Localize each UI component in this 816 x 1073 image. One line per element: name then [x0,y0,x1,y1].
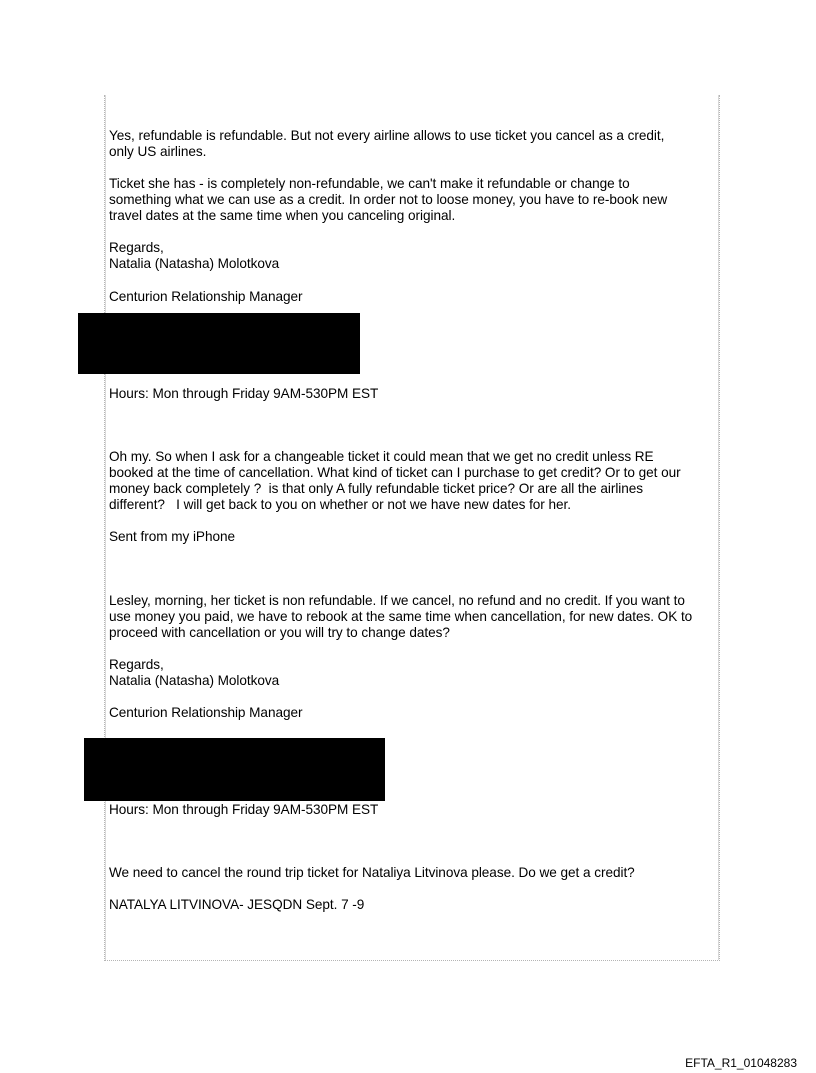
reply-3-line-2: use money you paid, we have to rebook at the same time when cancellation, for new dates. OK to [109,609,693,624]
message-2-line-1: Oh my. So when I ask for a changeable ticket it could mean that we get no credit unless RE [109,449,654,464]
reply-1-signoff: Regards, [109,240,164,255]
reply-1-line-1: Yes, refundable is refundable. But not every airline allows to use ticket you cancel as a credit, [109,128,665,143]
reply-3-line-1: Lesley, morning, her ticket is non refundable. If we cancel, no refund and no credit. If you want to [109,593,685,608]
reply-3-sender-title: Centurion Relationship Manager [109,705,303,720]
reply-3-signoff: Regards, [109,657,164,672]
reply-1-line-5: travel dates at the same time when you canceling original. [109,208,456,223]
reply-1-line-4: something what we can use as a credit. In order not to loose money, you have to re-book new [109,192,668,207]
message-4-line-1: We need to cancel the round trip ticket for Nataliya Litvinova please. Do we get a credit? [109,865,635,880]
reply-1-hours: Hours: Mon through Friday 9AM-530PM EST [109,386,379,401]
reply-1-sender-name: Natalia (Natasha) Molotkova [109,256,280,271]
email-thread-frame [104,95,720,961]
document-id: EFTA_R1_01048283 [685,1056,797,1070]
message-4-booking: NATALYA LITVINOVA- JESQDN Sept. 7 -9 [109,897,365,912]
message-2-signature: Sent from my iPhone [109,529,235,544]
redaction-box-2 [84,738,385,801]
reply-1-line-2: only US airlines. [109,144,207,159]
reply-1-sender-title: Centurion Relationship Manager [109,289,303,304]
message-2-line-2: booked at the time of cancellation. What kind of ticket can I purchase to get credit? Or to get our [109,465,681,480]
reply-3-sender-name: Natalia (Natasha) Molotkova [109,673,280,688]
redaction-box-1 [78,313,360,374]
reply-3-line-3: proceed with cancellation or you will try to change dates? [109,625,450,640]
message-2-line-3: money back completely ? is that only A fully refundable ticket price? Or are all the airlines [109,481,644,496]
message-2-line-4: different? I will get back to you on whether or not we have new dates for her. [109,497,571,512]
reply-1-line-3: Ticket she has - is completely non-refundable, we can't make it refundable or change to [109,176,630,191]
reply-3-hours: Hours: Mon through Friday 9AM-530PM EST [109,802,379,817]
